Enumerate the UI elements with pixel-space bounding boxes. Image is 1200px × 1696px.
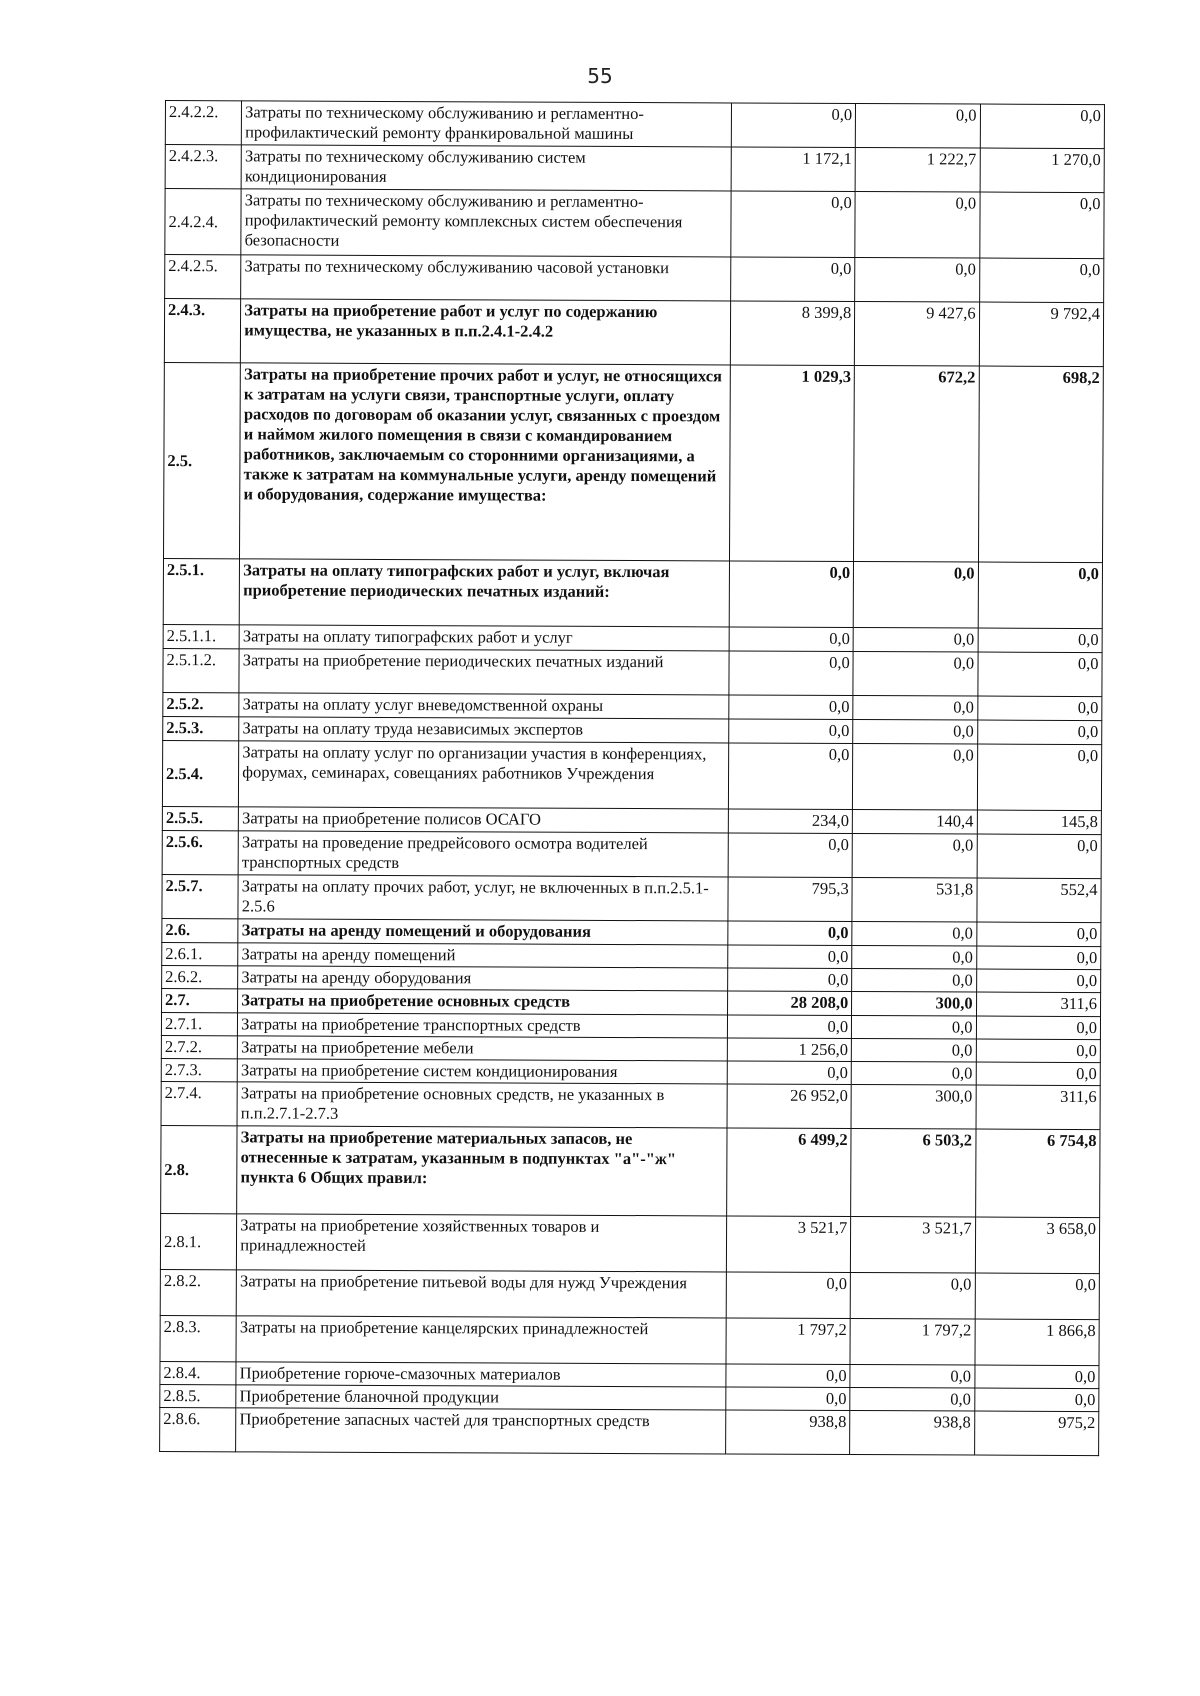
row-description-cell: Затраты по техническому обслуживанию часовой установки — [241, 255, 731, 301]
row-value-cell: 0,0 — [977, 744, 1102, 811]
row-description-cell: Затраты на оплату услуг по организации участия в конференциях, форумах, семинарах, совещаниях работников Учреждения — [239, 741, 729, 809]
row-code-cell: 2.7.4. — [161, 1081, 237, 1125]
table-row — [162, 874, 1101, 922]
page-number: 55 — [587, 64, 613, 88]
row-code-cell: 2.5.5. — [162, 806, 238, 830]
row-description-cell: Затраты по техническому обслуживанию и регламентно-профилактический ремонту комплексных систем обеспечения безопасности — [241, 189, 731, 257]
row-value-cell: 672,2 — [854, 366, 979, 563]
row-value-cell: 0,0 — [731, 191, 856, 258]
row-value-cell: 0,0 — [974, 1388, 1099, 1412]
row-value-cell: 300,0 — [852, 992, 976, 1017]
budget-table — [159, 100, 1105, 1456]
row-description-cell: Затраты на оплату услуг вневедомственной охраны — [239, 693, 729, 719]
row-value-cell: 0,0 — [976, 922, 1101, 947]
row-value-cell: 0,0 — [728, 945, 852, 969]
row-code-cell: 2.5.1.1. — [163, 624, 239, 648]
table-row — [165, 255, 1104, 303]
row-code-cell: 2.8.3. — [160, 1315, 236, 1361]
row-description-cell: Затраты на приобретение основных средств — [238, 989, 728, 1015]
row-value-cell: 0,0 — [976, 1016, 1101, 1040]
row-value-cell: 0,0 — [729, 627, 853, 652]
row-code-cell: 2.8. — [161, 1125, 238, 1213]
row-code-cell: 2.5.7. — [162, 874, 238, 918]
row-value-cell: 0,0 — [729, 651, 854, 696]
row-description-cell: Затраты на приобретение мебели — [238, 1036, 728, 1061]
row-value-cell: 1 256,0 — [727, 1038, 851, 1062]
row-description-cell: Затраты на аренду оборудования — [238, 966, 728, 991]
row-value-cell: 0,0 — [977, 720, 1102, 745]
budget-table-body — [160, 101, 1105, 1456]
table-row — [162, 830, 1101, 878]
row-value-cell: 0,0 — [852, 946, 976, 970]
row-value-cell: 6 499,2 — [726, 1128, 851, 1217]
row-value-cell: 0,0 — [853, 720, 977, 745]
row-description-cell: Затраты на аренду помещений и оборудования — [238, 919, 728, 945]
row-description-cell: Затраты на приобретение прочих работ и услуг, не относящихся к затратам на услуги связи, транспортные услуги, оплату расходов по договорам об оказании услуг, связанных с проездом и наймом жилого помещения в связи с командированием работников, заключаемым со сторонними организациями, а также к затратам на коммунальные услуги, аренду помещений и оборудования, содержание имущества: — [240, 363, 730, 561]
row-description-cell: Затраты по техническому обслуживанию и регламентно-профилактический ремонту франкировальной машины — [242, 101, 732, 147]
row-value-cell: 0,0 — [726, 1387, 850, 1411]
row-code-cell: 2.5.1.2. — [163, 648, 239, 692]
row-code-cell: 2.5.3. — [163, 716, 239, 740]
row-value-cell: 0,0 — [974, 1365, 1099, 1389]
row-description-cell: Затраты на оплату типографских работ и услуг — [239, 625, 729, 651]
row-code-cell: 2.7.2. — [161, 1035, 237, 1058]
table-row — [160, 1407, 1099, 1455]
row-value-cell: 0,0 — [727, 1015, 851, 1039]
row-value-cell: 0,0 — [727, 968, 851, 992]
table-row — [162, 740, 1101, 810]
row-code-cell: 2.5. — [163, 362, 240, 558]
row-description-cell: Затраты на приобретение работ и услуг по содержанию имущества, не указанных в п.п.2.4.1-2.4.2 — [241, 299, 731, 365]
row-value-cell: 975,2 — [974, 1411, 1099, 1456]
row-value-cell: 0,0 — [851, 1062, 975, 1086]
row-value-cell: 145,8 — [977, 810, 1102, 835]
row-value-cell: 0,0 — [855, 192, 980, 259]
row-value-cell: 1 222,7 — [855, 148, 980, 193]
row-value-cell: 0,0 — [855, 258, 980, 303]
row-value-cell: 795,3 — [728, 877, 853, 922]
row-value-cell: 0,0 — [852, 969, 976, 993]
row-value-cell: 6 754,8 — [975, 1129, 1100, 1218]
row-value-cell: 698,2 — [978, 366, 1103, 563]
row-value-cell: 300,0 — [851, 1085, 976, 1130]
row-value-cell: 1 866,8 — [975, 1319, 1100, 1366]
row-code-cell: 2.8.4. — [160, 1361, 236, 1384]
row-code-cell: 2.5.1. — [163, 558, 240, 624]
row-value-cell: 234,0 — [728, 809, 852, 834]
row-value-cell: 0,0 — [853, 744, 978, 811]
row-value-cell: 1 029,3 — [729, 365, 854, 562]
row-value-cell: 0,0 — [730, 257, 855, 302]
table-row — [163, 558, 1102, 628]
row-description-cell: Затраты на приобретение канцелярских принадлежностей — [236, 1316, 726, 1364]
row-value-cell: 1 797,2 — [726, 1318, 851, 1365]
row-description-cell: Затраты на приобретение хозяйственных товаров и принадлежностей — [237, 1214, 727, 1272]
row-value-cell: 0,0 — [977, 696, 1102, 721]
row-code-cell: 2.4.3. — [164, 299, 241, 363]
row-code-cell: 2.4.2.3. — [165, 145, 241, 189]
table-row — [165, 101, 1104, 149]
row-value-cell: 0,0 — [976, 969, 1101, 993]
row-value-cell: 552,4 — [976, 878, 1101, 923]
row-value-cell: 0,0 — [853, 652, 978, 697]
row-value-cell: 0,0 — [728, 921, 852, 946]
table-row — [161, 1125, 1100, 1217]
row-value-cell: 26 952,0 — [727, 1084, 852, 1129]
row-value-cell: 0,0 — [855, 104, 980, 149]
row-description-cell: Затраты на приобретение полисов ОСАГО — [239, 807, 729, 833]
row-code-cell: 2.6.1. — [162, 942, 238, 965]
row-code-cell: 2.8.1. — [160, 1213, 236, 1269]
table-row — [160, 1213, 1099, 1273]
row-value-cell: 3 521,7 — [851, 1217, 976, 1274]
row-value-cell: 531,8 — [852, 878, 977, 923]
row-value-cell: 6 503,2 — [851, 1129, 976, 1218]
row-description-cell: Затраты на проведение предрейсового осмотра водителей транспортных средств — [238, 831, 728, 877]
row-value-cell: 0,0 — [729, 695, 853, 720]
row-value-cell: 0,0 — [726, 1272, 851, 1319]
row-code-cell: 2.7.3. — [161, 1058, 237, 1081]
row-description-cell: Затраты на аренду помещений — [238, 943, 728, 968]
row-value-cell: 140,4 — [852, 810, 976, 835]
table-row — [165, 145, 1104, 193]
row-code-cell: 2.6. — [162, 918, 238, 942]
row-value-cell: 0,0 — [852, 922, 976, 947]
row-value-cell: 0,0 — [976, 1039, 1101, 1063]
row-value-cell: 0,0 — [977, 834, 1102, 879]
row-description-cell: Затраты на приобретение основных средств, не указанных в п.п.2.7.1-2.7.3 — [237, 1082, 727, 1128]
row-description-cell: Затраты на приобретение материальных запасов, не отнесенные к затратам, указанным в подпунктах "а"-"ж" пункта 6 Общих правил: — [237, 1126, 727, 1216]
row-description-cell: Затраты на приобретение транспортных средств — [238, 1013, 728, 1038]
row-value-cell: 0,0 — [731, 103, 856, 148]
row-value-cell: 1 172,1 — [731, 147, 856, 192]
row-value-cell: 938,8 — [850, 1411, 975, 1456]
table-row — [161, 1081, 1100, 1129]
row-value-cell: 0,0 — [853, 562, 978, 629]
row-code-cell: 2.7. — [162, 988, 238, 1012]
row-code-cell: 2.4.2.4. — [165, 189, 242, 255]
row-code-cell: 2.7.1. — [161, 1012, 237, 1035]
row-description-cell: Затраты на приобретение систем кондиционирования — [237, 1059, 727, 1084]
row-value-cell: 0,0 — [728, 833, 853, 878]
row-code-cell: 2.4.2.2. — [165, 101, 241, 145]
row-value-cell: 0,0 — [727, 1061, 851, 1085]
row-value-cell: 0,0 — [728, 719, 852, 744]
row-description-cell: Затраты на оплату типографских работ и услуг, включая приобретение периодических печатных изданий: — [239, 559, 729, 627]
row-value-cell: 311,6 — [976, 992, 1101, 1017]
row-description-cell: Затраты на приобретение периодических печатных изданий — [239, 649, 729, 695]
row-code-cell: 2.5.4. — [162, 740, 239, 806]
row-value-cell: 0,0 — [975, 1273, 1100, 1320]
row-value-cell: 0,0 — [851, 1039, 975, 1063]
row-value-cell: 0,0 — [978, 562, 1103, 629]
row-value-cell: 9 427,6 — [855, 302, 980, 367]
row-description-cell: Затраты на оплату труда независимых экспертов — [239, 717, 729, 743]
table-row — [160, 1269, 1099, 1319]
row-value-cell: 0,0 — [852, 834, 977, 879]
table-row — [163, 648, 1102, 696]
row-value-cell: 0,0 — [976, 1062, 1101, 1086]
row-value-cell: 0,0 — [977, 652, 1102, 697]
row-value-cell: 0,0 — [978, 628, 1103, 653]
row-value-cell: 3 658,0 — [975, 1217, 1100, 1274]
table-row — [165, 189, 1104, 259]
row-code-cell: 2.8.2. — [160, 1269, 236, 1315]
row-value-cell: 8 399,8 — [730, 301, 855, 366]
row-description-cell: Затраты по техническому обслуживанию систем кондиционирования — [241, 145, 731, 191]
row-description-cell: Затраты на оплату прочих работ, услуг, не включенных в п.п.2.5.1-2.5.6 — [238, 875, 728, 921]
table-row — [164, 299, 1103, 367]
row-value-cell: 0,0 — [853, 696, 977, 721]
table-row — [160, 1315, 1099, 1365]
row-value-cell: 3 521,7 — [726, 1216, 851, 1273]
row-code-cell: 2.8.5. — [160, 1384, 236, 1407]
row-code-cell: 2.5.2. — [163, 692, 239, 716]
row-value-cell: 0,0 — [728, 743, 853, 810]
row-value-cell: 0,0 — [976, 946, 1101, 970]
row-value-cell: 0,0 — [726, 1364, 850, 1388]
row-value-cell: 0,0 — [850, 1388, 974, 1412]
row-value-cell: 0,0 — [850, 1273, 975, 1320]
row-value-cell: 28 208,0 — [727, 991, 851, 1016]
table-row — [163, 362, 1103, 562]
row-value-cell: 9 792,4 — [979, 302, 1104, 367]
row-description-cell: Приобретение запасных частей для транспортных средств — [236, 1408, 726, 1454]
row-code-cell: 2.6.2. — [162, 965, 238, 988]
row-description-cell: Затраты на приобретение питьевой воды для нужд Учреждения — [236, 1270, 726, 1318]
row-value-cell: 1 270,0 — [980, 148, 1105, 193]
row-code-cell: 2.8.6. — [160, 1407, 236, 1451]
row-description-cell: Приобретение бланочной продукции — [236, 1385, 726, 1410]
row-value-cell: 0,0 — [980, 104, 1105, 149]
row-code-cell: 2.5.6. — [162, 830, 238, 874]
row-value-cell: 0,0 — [850, 1365, 974, 1389]
row-value-cell: 0,0 — [729, 561, 854, 628]
row-value-cell: 311,6 — [976, 1085, 1101, 1130]
row-value-cell: 0,0 — [853, 628, 977, 653]
row-value-cell: 1 797,2 — [850, 1319, 975, 1366]
row-code-cell: 2.4.2.5. — [165, 255, 241, 299]
row-value-cell: 0,0 — [979, 258, 1104, 303]
row-value-cell: 938,8 — [725, 1410, 850, 1455]
row-value-cell: 0,0 — [979, 192, 1104, 259]
row-description-cell: Приобретение горюче-смазочных материалов — [236, 1362, 726, 1387]
row-value-cell: 0,0 — [852, 1016, 976, 1040]
